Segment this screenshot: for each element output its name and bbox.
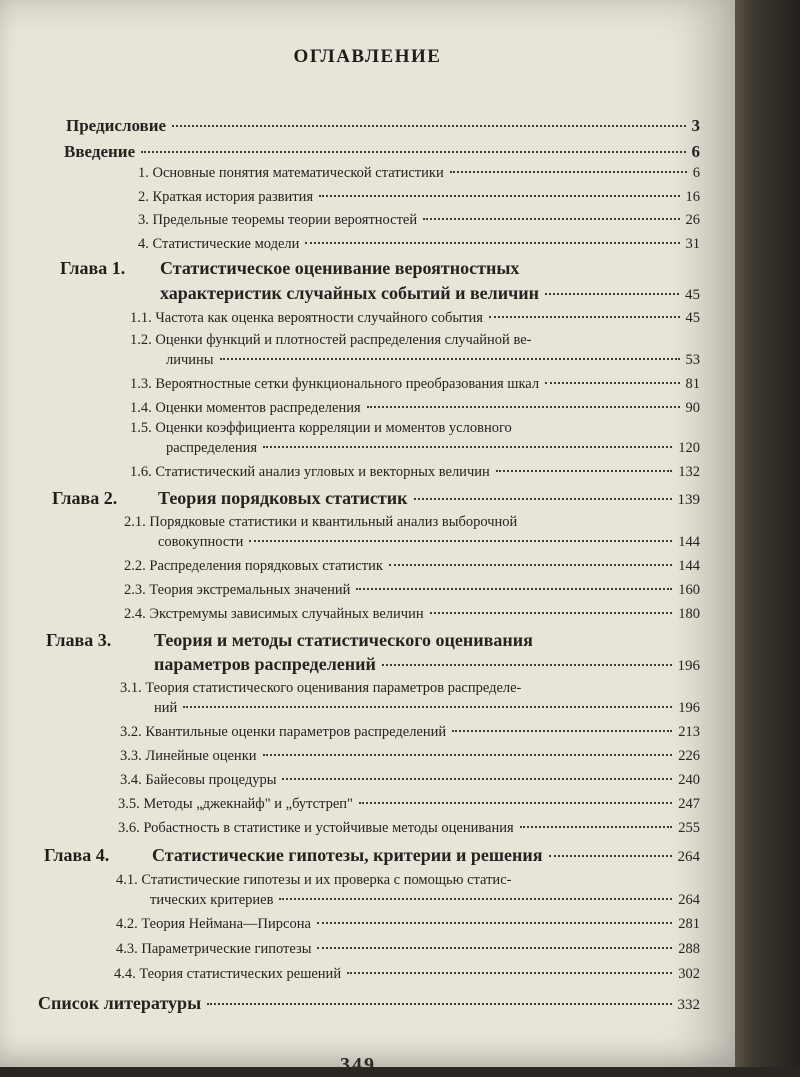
- toc-subentry: [138, 165, 700, 182]
- toc-subentry: [138, 189, 700, 206]
- chapter-number: Глава 3.: [46, 630, 112, 650]
- toc-entry-label: 1. Основные понятия математической статистики: [138, 165, 444, 181]
- toc-title: ОГЛАВЛЕНИЕ: [293, 46, 442, 67]
- dot-leader: [382, 664, 672, 666]
- page-edge-shadow: [735, 0, 800, 1067]
- toc-subentry: [116, 916, 700, 933]
- chapter-title-line: [160, 283, 700, 304]
- chapter-title: Теория порядковых статистик: [158, 488, 408, 508]
- chapter-number: Глава 1.: [60, 258, 126, 278]
- toc-entry-page: 6: [692, 165, 700, 181]
- chapter-title: характеристик случайных событий и величин: [160, 283, 540, 303]
- dot-leader: [317, 947, 672, 949]
- toc-entry-page: 247: [678, 796, 700, 812]
- toc-entry-label: 4.3. Параметрические гипотезы: [116, 941, 312, 957]
- toc-entry-label: 2.4. Экстремумы зависимых случайных величин: [124, 606, 424, 622]
- toc-entry-page: 6: [691, 142, 700, 161]
- toc-entry-page: 45: [685, 287, 700, 303]
- dot-leader: [172, 125, 685, 127]
- toc-entry-page: 90: [685, 400, 700, 416]
- toc-entry-page: 196: [677, 658, 700, 674]
- toc-subentry: [120, 748, 700, 765]
- toc-entry-label: личины: [166, 352, 214, 368]
- dot-leader: [263, 754, 673, 756]
- toc-entry-label: 4.2. Теория Неймана—Пирсона: [116, 916, 311, 932]
- dot-leader: [545, 293, 679, 295]
- chapter-number: Глава 2.: [52, 488, 118, 508]
- toc-entry-page: 213: [678, 724, 700, 740]
- toc-entry-label: 3.6. Робастность в статистике и устойчивые методы оценивания: [118, 820, 514, 836]
- toc-subentry: [130, 376, 700, 393]
- toc-entry-page: 288: [678, 941, 700, 957]
- page-number: 349: [340, 1054, 376, 1076]
- toc-entry-page: 45: [685, 310, 700, 326]
- toc-entry-label: совокупности: [158, 534, 244, 550]
- toc-entry-label: 4. Статистические модели: [138, 236, 300, 252]
- chapter-title-line: [154, 654, 700, 675]
- toc-subentry: [120, 724, 700, 741]
- dot-leader: [423, 218, 679, 220]
- toc-entry-page: 53: [685, 352, 700, 368]
- toc-subentry: [138, 212, 700, 229]
- dot-leader: [220, 358, 680, 360]
- toc-subentry: [116, 941, 700, 958]
- toc-entry-label: 2.2. Распределения порядковых статистик: [124, 558, 383, 574]
- dot-leader: [452, 730, 672, 732]
- toc-entry-page: 26: [685, 212, 700, 228]
- toc-subentry: [166, 440, 700, 457]
- toc-entry-label: 3. Предельные теоремы теории вероятностей: [138, 212, 418, 228]
- toc-entry-preface: [66, 116, 700, 136]
- toc-subentry: [124, 558, 700, 575]
- toc-subentry: [138, 236, 700, 253]
- toc-entry-label: 2. Краткая история развития: [138, 189, 314, 205]
- toc-subentry: [130, 310, 700, 327]
- toc-subentry: [158, 534, 700, 551]
- dot-leader: [141, 151, 685, 153]
- dot-leader: [430, 612, 673, 614]
- toc-entry-page: 226: [678, 748, 700, 764]
- toc-entry-label: 3.2. Квантильные оценки параметров распределений: [120, 724, 447, 740]
- dot-leader: [347, 972, 672, 974]
- toc-entry-intro: [64, 142, 700, 162]
- toc-entry-label: 3.5. Методы „джекнайф" и „бутстреп": [118, 796, 353, 812]
- dot-leader: [279, 898, 672, 900]
- dot-leader: [389, 564, 672, 566]
- toc-entry-page: 281: [678, 916, 700, 932]
- toc-subentry: [114, 966, 700, 983]
- dot-leader: [207, 1003, 671, 1005]
- dot-leader: [249, 540, 672, 542]
- toc-entry-label: 3.3. Линейные оценки: [120, 748, 257, 764]
- dot-leader: [359, 802, 672, 804]
- toc-entry-page: 255: [678, 820, 700, 836]
- toc-subentry: [150, 892, 700, 909]
- dot-leader: [305, 242, 679, 244]
- toc-entry-page: 196: [678, 700, 700, 716]
- toc-entry-label: Список литературы: [38, 993, 202, 1013]
- toc-entry-label: Введение: [64, 142, 136, 161]
- dot-leader: [317, 922, 672, 924]
- toc-entry-label: 1.6. Статистический анализ угловых и векторных величин: [130, 464, 490, 480]
- chapter-title-line: [158, 488, 700, 509]
- toc-entry-label: 1.2. Оценки функций и плотностей распределения случайной ве-: [130, 332, 532, 348]
- toc-entry-label: 3.4. Байесовы процедуры: [120, 772, 277, 788]
- toc-subentry: [118, 796, 700, 813]
- toc-entry-label: 2.1. Порядковые статистики и квантильный анализ выборочной: [124, 514, 518, 530]
- toc-entry-label: 4.1. Статистические гипотезы и их проверка с помощью статис-: [116, 872, 512, 888]
- toc-entry-page: 264: [677, 849, 700, 865]
- toc-entry-bibliography: [38, 993, 700, 1014]
- dot-leader: [489, 316, 680, 318]
- toc-entry-page: 180: [678, 606, 700, 622]
- toc-entry-label: 1.4. Оценки моментов распределения: [130, 400, 361, 416]
- toc-entry-page: 16: [685, 189, 700, 205]
- dot-leader: [356, 588, 672, 590]
- toc-entry-page: 160: [678, 582, 700, 598]
- toc-entry-page: 120: [678, 440, 700, 456]
- chapter-title: параметров распределений: [154, 654, 376, 674]
- chapter-title: Статистические гипотезы, критерии и решения: [152, 845, 543, 865]
- toc-entry-page: 144: [678, 534, 700, 550]
- toc-entry-label: ний: [154, 700, 178, 716]
- chapter-number: Глава 4.: [44, 845, 110, 865]
- toc-entry-label: 1.5. Оценки коэффициента корреляции и моментов условного: [130, 420, 512, 436]
- toc-subentry: [130, 464, 700, 481]
- toc-subentry: [120, 772, 700, 789]
- toc-subentry: [130, 400, 700, 417]
- toc-entry-label: 4.4. Теория статистических решений: [114, 966, 342, 982]
- toc-entry-page: 81: [685, 376, 700, 392]
- toc-subentry: [124, 606, 700, 623]
- dot-leader: [319, 195, 679, 197]
- toc-entry-page: 132: [678, 464, 700, 480]
- toc-entry-page: 31: [685, 236, 700, 252]
- toc-entry-page: 139: [677, 492, 700, 508]
- toc-entry-page: 302: [678, 966, 700, 982]
- toc-entry-label: 1.3. Вероятностные сетки функционального преобразования шкал: [130, 376, 540, 392]
- toc-entry-page: 3: [691, 116, 700, 135]
- toc-subentry: [154, 700, 700, 717]
- dot-leader: [414, 498, 672, 500]
- dot-leader: [367, 406, 680, 408]
- dot-leader: [549, 855, 672, 857]
- toc-subentry: [124, 582, 700, 599]
- toc-entry-label: 1.1. Частота как оценка вероятности случайного события: [130, 310, 483, 326]
- toc-entry-page: 332: [677, 997, 700, 1013]
- dot-leader: [496, 470, 672, 472]
- dot-leader: [545, 382, 679, 384]
- dot-leader: [450, 171, 687, 173]
- toc-subentry: [118, 820, 700, 837]
- toc-entry-label: Предисловие: [66, 116, 167, 135]
- toc-entry-label: тических критериев: [150, 892, 274, 908]
- toc-subentry: [166, 352, 700, 369]
- toc-entry-label: распределения: [166, 440, 258, 456]
- dot-leader: [282, 778, 672, 780]
- dot-leader: [183, 706, 672, 708]
- toc-entry-page: 264: [678, 892, 700, 908]
- chapter-title: Статистическое оценивание вероятностных: [160, 258, 520, 278]
- dot-leader: [263, 446, 672, 448]
- toc-entry-page: 144: [678, 558, 700, 574]
- dot-leader: [520, 826, 673, 828]
- toc-entry-label: 2.3. Теория экстремальных значений: [124, 582, 351, 598]
- toc-entry-page: 240: [678, 772, 700, 788]
- toc-entry-label: 3.1. Теория статистического оценивания параметров распределе-: [120, 680, 522, 696]
- chapter-title-line: [152, 845, 700, 866]
- chapter-title: Теория и методы статистического оценивания: [154, 630, 533, 650]
